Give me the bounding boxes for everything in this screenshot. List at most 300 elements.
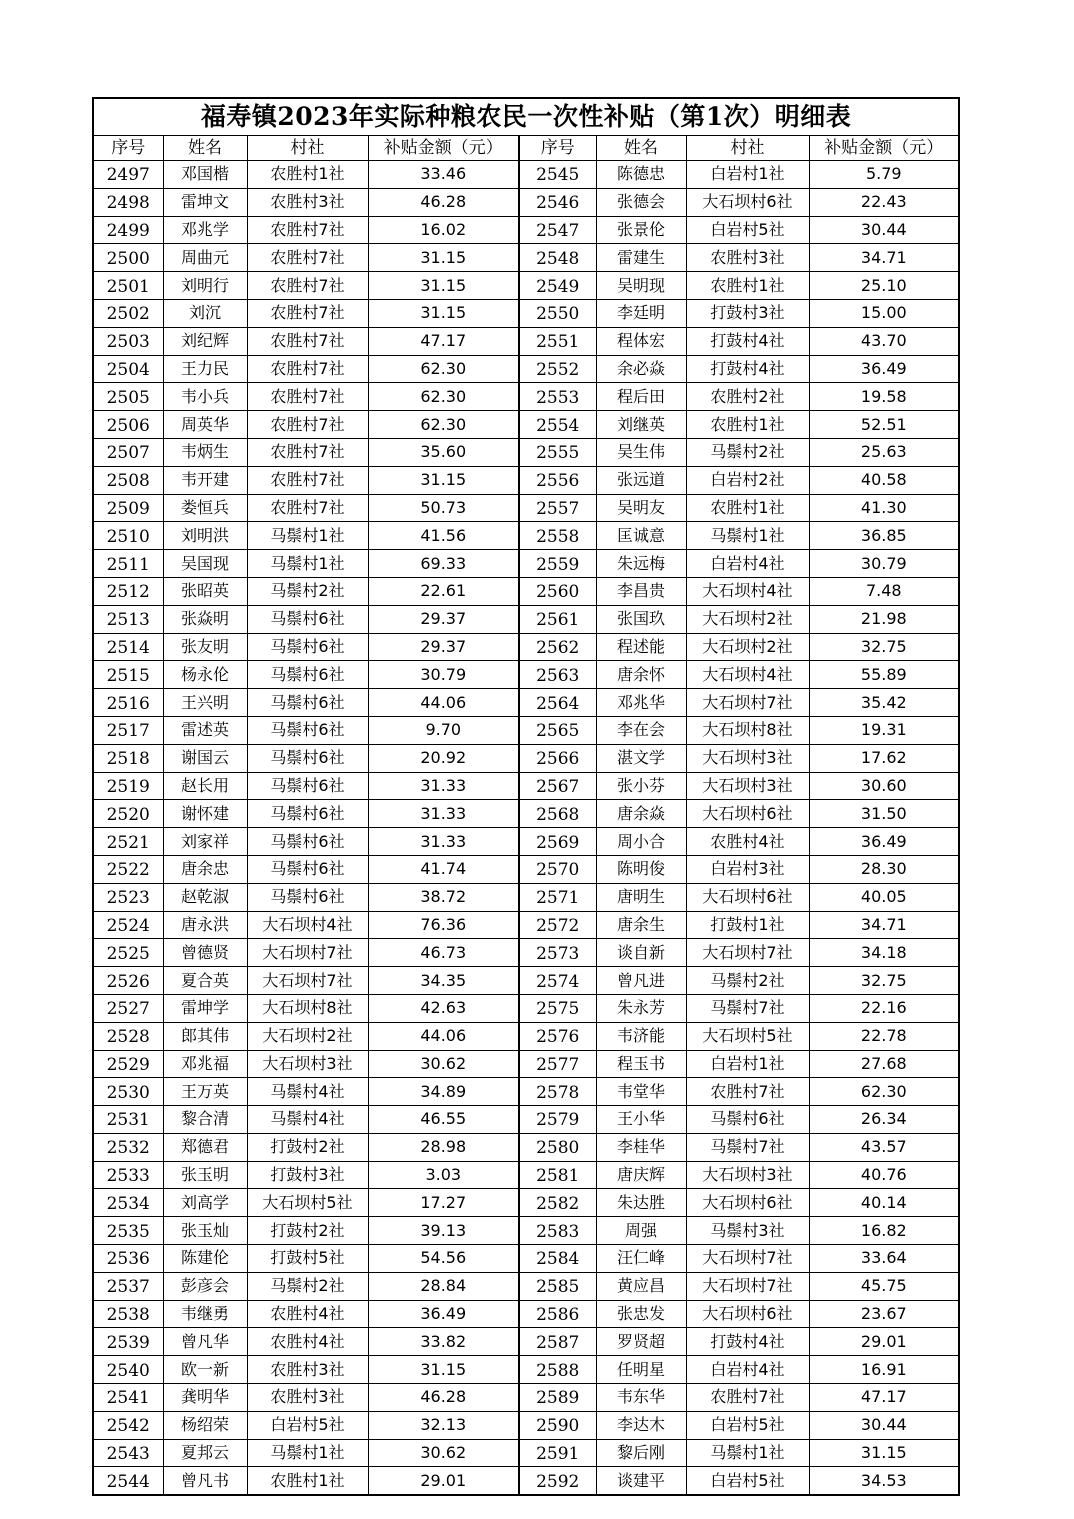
cell-seq-left: 2508 [93,466,163,494]
cell-seq-right: 2563 [519,661,596,689]
cell-village-right: 白岩村3社 [686,855,809,883]
cell-name-right: 唐余生 [596,911,686,939]
cell-name-right: 张远道 [596,466,686,494]
cell-seq-left: 2506 [93,411,163,439]
table-row [93,605,959,633]
cell-seq-left: 2507 [93,438,163,466]
cell-name-left: 张友明 [163,633,247,661]
table-row [93,299,959,327]
cell-name-left: 杨绍荣 [163,1411,247,1439]
cell-village-right: 打鼓村3社 [686,299,809,327]
cell-seq-right: 2576 [519,1022,596,1050]
table-row [93,1356,959,1384]
table-row [93,188,959,216]
cell-village-left: 农胜村7社 [247,272,368,300]
cell-village-right: 马鬃村2社 [686,967,809,995]
table-row [93,883,959,911]
cell-village-left: 马鬃村6社 [247,744,368,772]
cell-seq-left: 2519 [93,772,163,800]
cell-name-right: 程后田 [596,383,686,411]
cell-village-right: 大石坝村3社 [686,772,809,800]
cell-seq-left: 2501 [93,272,163,300]
cell-amount-right: 25.63 [809,438,959,466]
cell-name-left: 王兴明 [163,689,247,717]
cell-amount-left: 3.03 [368,1161,519,1189]
cell-village-left: 农胜村7社 [247,466,368,494]
cell-seq-right: 2548 [519,244,596,272]
cell-name-left: 邓兆学 [163,216,247,244]
cell-name-left: 韦小兵 [163,383,247,411]
cell-village-left: 白岩村5社 [247,1411,368,1439]
cell-village-left: 马鬃村6社 [247,661,368,689]
cell-village-left: 农胜村3社 [247,1384,368,1412]
cell-seq-left: 2513 [93,605,163,633]
cell-amount-left: 31.15 [368,244,519,272]
cell-seq-left: 2514 [93,633,163,661]
cell-seq-left: 2540 [93,1356,163,1384]
header-amount-right: 补贴金额（元） [809,136,959,161]
cell-amount-left: 62.30 [368,355,519,383]
table-row [93,1050,959,1078]
cell-village-left: 农胜村7社 [247,216,368,244]
cell-village-left: 农胜村7社 [247,411,368,439]
cell-name-right: 黄应昌 [596,1272,686,1300]
table-row [93,161,959,189]
cell-name-left: 雷坤文 [163,188,247,216]
cell-seq-right: 2582 [519,1189,596,1217]
cell-amount-left: 34.89 [368,1078,519,1106]
cell-name-right: 周强 [596,1217,686,1245]
cell-village-right: 大石坝村8社 [686,716,809,744]
cell-name-left: 韦炳生 [163,438,247,466]
cell-amount-right: 23.67 [809,1300,959,1328]
table-row [93,1439,959,1467]
cell-name-left: 谢国云 [163,744,247,772]
cell-seq-right: 2586 [519,1300,596,1328]
table-row [93,438,959,466]
cell-village-left: 马鬃村1社 [247,1439,368,1467]
cell-seq-left: 2518 [93,744,163,772]
cell-name-right: 程玉书 [596,1050,686,1078]
cell-name-left: 陈建伦 [163,1245,247,1273]
table-row [93,1467,959,1495]
cell-village-left: 大石坝村3社 [247,1050,368,1078]
cell-name-left: 夏邦云 [163,1439,247,1467]
cell-village-right: 大石坝村4社 [686,661,809,689]
cell-village-left: 马鬃村4社 [247,1078,368,1106]
cell-seq-left: 2502 [93,299,163,327]
cell-amount-right: 29.01 [809,1328,959,1356]
cell-village-left: 农胜村3社 [247,188,368,216]
header-village-right: 村社 [686,136,809,161]
cell-seq-right: 2573 [519,939,596,967]
cell-village-right: 马鬃村6社 [686,1106,809,1134]
cell-name-right: 王小华 [596,1106,686,1134]
cell-name-left: 张玉明 [163,1161,247,1189]
cell-name-right: 邓兆华 [596,689,686,717]
table-row [93,1217,959,1245]
cell-amount-right: 52.51 [809,411,959,439]
cell-village-left: 大石坝村7社 [247,967,368,995]
cell-name-left: 张焱明 [163,605,247,633]
cell-name-right: 汪仁峰 [596,1245,686,1273]
cell-seq-left: 2499 [93,216,163,244]
table-row [93,216,959,244]
cell-village-right: 马鬃村7社 [686,994,809,1022]
cell-amount-left: 46.28 [368,188,519,216]
cell-village-right: 马鬃村1社 [686,1439,809,1467]
header-seq-right: 序号 [519,136,596,161]
cell-village-right: 马鬃村2社 [686,438,809,466]
cell-name-right: 朱远梅 [596,550,686,578]
cell-amount-left: 46.73 [368,939,519,967]
cell-village-left: 农胜村7社 [247,494,368,522]
cell-village-right: 大石坝村6社 [686,1189,809,1217]
table-row [93,522,959,550]
header-village-left: 村社 [247,136,368,161]
cell-name-right: 黎后刚 [596,1439,686,1467]
cell-village-left: 农胜村7社 [247,438,368,466]
cell-seq-right: 2547 [519,216,596,244]
cell-seq-left: 2523 [93,883,163,911]
cell-name-left: 娄恒兵 [163,494,247,522]
cell-name-right: 吴明现 [596,272,686,300]
cell-seq-right: 2565 [519,716,596,744]
table-row [93,577,959,605]
cell-amount-left: 50.73 [368,494,519,522]
cell-amount-left: 30.62 [368,1439,519,1467]
cell-name-right: 罗贤超 [596,1328,686,1356]
cell-seq-right: 2580 [519,1133,596,1161]
table-row [93,1189,959,1217]
title-row [93,98,959,136]
cell-seq-left: 2524 [93,911,163,939]
table-row [93,661,959,689]
cell-village-left: 马鬃村6社 [247,828,368,856]
cell-amount-left: 62.30 [368,383,519,411]
cell-amount-right: 17.62 [809,744,959,772]
cell-village-right: 农胜村1社 [686,272,809,300]
table-row [93,411,959,439]
table-row [93,1078,959,1106]
cell-village-right: 大石坝村5社 [686,1022,809,1050]
cell-name-right: 陈德忠 [596,161,686,189]
cell-seq-left: 2521 [93,828,163,856]
cell-amount-right: 30.44 [809,1411,959,1439]
cell-amount-right: 22.16 [809,994,959,1022]
cell-amount-left: 31.33 [368,800,519,828]
cell-name-left: 王力民 [163,355,247,383]
cell-name-right: 刘继英 [596,411,686,439]
cell-seq-right: 2545 [519,161,596,189]
cell-name-right: 张国玖 [596,605,686,633]
cell-name-left: 龚明华 [163,1384,247,1412]
cell-amount-right: 43.70 [809,327,959,355]
cell-amount-left: 34.35 [368,967,519,995]
cell-village-right: 大石坝村7社 [686,1245,809,1273]
table-row [93,633,959,661]
cell-village-right: 农胜村4社 [686,828,809,856]
table-row [93,327,959,355]
cell-name-right: 唐明生 [596,883,686,911]
cell-name-left: 刘纪辉 [163,327,247,355]
table-row [93,689,959,717]
cell-name-left: 王万英 [163,1078,247,1106]
cell-seq-right: 2559 [519,550,596,578]
cell-seq-right: 2584 [519,1245,596,1273]
table-row [93,550,959,578]
cell-name-left: 曾凡华 [163,1328,247,1356]
cell-village-left: 农胜村7社 [247,383,368,411]
cell-village-left: 大石坝村5社 [247,1189,368,1217]
cell-village-right: 白岩村1社 [686,161,809,189]
cell-amount-left: 31.33 [368,828,519,856]
cell-village-left: 马鬃村6社 [247,855,368,883]
cell-seq-right: 2560 [519,577,596,605]
cell-seq-right: 2561 [519,605,596,633]
cell-amount-left: 62.30 [368,411,519,439]
cell-seq-left: 2528 [93,1022,163,1050]
subsidy-detail-table [92,97,960,1496]
cell-amount-right: 16.82 [809,1217,959,1245]
cell-seq-right: 2554 [519,411,596,439]
table-row [93,967,959,995]
cell-amount-left: 38.72 [368,883,519,911]
cell-name-right: 吴生伟 [596,438,686,466]
cell-seq-right: 2552 [519,355,596,383]
cell-seq-right: 2585 [519,1272,596,1300]
cell-amount-left: 31.15 [368,299,519,327]
cell-village-right: 马鬃村7社 [686,1133,809,1161]
cell-amount-right: 25.10 [809,272,959,300]
cell-seq-right: 2566 [519,744,596,772]
cell-amount-left: 31.15 [368,1356,519,1384]
cell-amount-right: 31.50 [809,800,959,828]
cell-name-right: 李廷明 [596,299,686,327]
table-row [93,855,959,883]
cell-amount-right: 40.76 [809,1161,959,1189]
cell-seq-right: 2546 [519,188,596,216]
cell-amount-right: 62.30 [809,1078,959,1106]
cell-seq-right: 2556 [519,466,596,494]
cell-amount-left: 22.61 [368,577,519,605]
cell-seq-right: 2591 [519,1439,596,1467]
cell-village-right: 白岩村2社 [686,466,809,494]
cell-seq-right: 2549 [519,272,596,300]
cell-name-left: 唐永洪 [163,911,247,939]
cell-amount-right: 16.91 [809,1356,959,1384]
cell-seq-left: 2511 [93,550,163,578]
table-row [93,994,959,1022]
cell-seq-left: 2522 [93,855,163,883]
cell-seq-right: 2557 [519,494,596,522]
cell-village-right: 大石坝村6社 [686,188,809,216]
cell-name-right: 唐余焱 [596,800,686,828]
cell-amount-left: 29.37 [368,605,519,633]
cell-village-left: 农胜村3社 [247,1356,368,1384]
cell-amount-left: 44.06 [368,1022,519,1050]
cell-name-right: 程述能 [596,633,686,661]
cell-amount-right: 35.42 [809,689,959,717]
cell-name-left: 夏合英 [163,967,247,995]
cell-seq-left: 2509 [93,494,163,522]
cell-seq-left: 2530 [93,1078,163,1106]
cell-amount-right: 30.79 [809,550,959,578]
cell-village-left: 农胜村7社 [247,355,368,383]
cell-seq-left: 2520 [93,800,163,828]
cell-village-right: 农胜村1社 [686,411,809,439]
cell-name-left: 吴国现 [163,550,247,578]
header-seq-left: 序号 [93,136,163,161]
table-row [93,939,959,967]
cell-name-right: 韦堂华 [596,1078,686,1106]
cell-amount-right: 40.58 [809,466,959,494]
cell-seq-left: 2510 [93,522,163,550]
cell-name-right: 李桂华 [596,1133,686,1161]
cell-seq-right: 2567 [519,772,596,800]
cell-village-right: 农胜村1社 [686,494,809,522]
cell-amount-right: 28.30 [809,855,959,883]
cell-amount-left: 46.28 [368,1384,519,1412]
cell-amount-left: 76.36 [368,911,519,939]
cell-village-right: 大石坝村2社 [686,605,809,633]
cell-name-right: 张小芬 [596,772,686,800]
table-row [93,1022,959,1050]
cell-seq-left: 2536 [93,1245,163,1273]
cell-seq-right: 2581 [519,1161,596,1189]
cell-seq-left: 2529 [93,1050,163,1078]
cell-village-left: 马鬃村6社 [247,689,368,717]
cell-seq-left: 2543 [93,1439,163,1467]
cell-seq-left: 2498 [93,188,163,216]
cell-village-right: 大石坝村6社 [686,800,809,828]
cell-village-right: 白岩村4社 [686,550,809,578]
cell-amount-right: 40.14 [809,1189,959,1217]
cell-name-left: 刘明行 [163,272,247,300]
cell-name-left: 赵长用 [163,772,247,800]
table-row [93,1245,959,1273]
table-row [93,494,959,522]
cell-seq-right: 2558 [519,522,596,550]
cell-amount-right: 7.48 [809,577,959,605]
cell-name-right: 谈自新 [596,939,686,967]
cell-village-left: 大石坝村2社 [247,1022,368,1050]
cell-village-left: 马鬃村4社 [247,1106,368,1134]
cell-village-left: 打鼓村3社 [247,1161,368,1189]
cell-amount-left: 29.01 [368,1467,519,1495]
table-row [93,1384,959,1412]
cell-village-left: 马鬃村1社 [247,550,368,578]
cell-amount-right: 27.68 [809,1050,959,1078]
cell-name-left: 韦继勇 [163,1300,247,1328]
cell-village-left: 打鼓村2社 [247,1133,368,1161]
cell-amount-left: 47.17 [368,327,519,355]
cell-name-left: 杨永伦 [163,661,247,689]
cell-name-left: 彭彦会 [163,1272,247,1300]
table-row [93,744,959,772]
header-row [93,136,959,161]
table-row [93,1133,959,1161]
cell-seq-left: 2535 [93,1217,163,1245]
cell-amount-left: 31.33 [368,772,519,800]
cell-seq-left: 2497 [93,161,163,189]
table-row [93,1161,959,1189]
cell-name-right: 周小合 [596,828,686,856]
table-row [93,1411,959,1439]
cell-amount-right: 26.34 [809,1106,959,1134]
cell-name-right: 曾凡进 [596,967,686,995]
cell-village-right: 白岩村5社 [686,1467,809,1495]
cell-name-right: 余必焱 [596,355,686,383]
cell-village-left: 农胜村1社 [247,1467,368,1495]
cell-name-left: 黎合清 [163,1106,247,1134]
cell-amount-right: 36.49 [809,828,959,856]
table-row [93,272,959,300]
cell-name-right: 唐庆辉 [596,1161,686,1189]
cell-seq-left: 2516 [93,689,163,717]
table-row [93,1106,959,1134]
cell-amount-right: 33.64 [809,1245,959,1273]
cell-seq-right: 2574 [519,967,596,995]
cell-village-left: 马鬃村1社 [247,522,368,550]
cell-amount-left: 35.60 [368,438,519,466]
cell-name-right: 朱永芳 [596,994,686,1022]
cell-name-left: 刘高学 [163,1189,247,1217]
cell-amount-right: 19.58 [809,383,959,411]
table-row [93,828,959,856]
cell-seq-left: 2532 [93,1133,163,1161]
cell-name-right: 陈明俊 [596,855,686,883]
cell-amount-left: 54.56 [368,1245,519,1273]
cell-amount-left: 30.79 [368,661,519,689]
cell-seq-right: 2589 [519,1384,596,1412]
cell-village-right: 大石坝村7社 [686,1272,809,1300]
cell-seq-right: 2579 [519,1106,596,1134]
cell-village-left: 马鬃村2社 [247,1272,368,1300]
cell-seq-right: 2571 [519,883,596,911]
cell-name-right: 湛文学 [596,744,686,772]
cell-village-left: 大石坝村4社 [247,911,368,939]
cell-name-left: 周英华 [163,411,247,439]
cell-amount-right: 34.71 [809,244,959,272]
cell-amount-right: 55.89 [809,661,959,689]
cell-name-right: 唐余怀 [596,661,686,689]
cell-seq-right: 2592 [519,1467,596,1495]
cell-seq-left: 2537 [93,1272,163,1300]
cell-amount-left: 28.98 [368,1133,519,1161]
table-row [93,383,959,411]
cell-village-left: 农胜村4社 [247,1300,368,1328]
cell-name-right: 韦东华 [596,1384,686,1412]
cell-name-right: 李昌贵 [596,577,686,605]
cell-village-left: 马鬃村2社 [247,577,368,605]
cell-amount-left: 42.63 [368,994,519,1022]
cell-village-right: 白岩村1社 [686,1050,809,1078]
cell-name-left: 雷坤学 [163,994,247,1022]
cell-amount-right: 43.57 [809,1133,959,1161]
table-title: 福寿镇2023年实际种粮农民一次性补贴（第1次）明细表 [93,98,959,136]
cell-amount-right: 32.75 [809,967,959,995]
cell-seq-right: 2553 [519,383,596,411]
cell-amount-right: 34.53 [809,1467,959,1495]
cell-village-right: 打鼓村1社 [686,911,809,939]
cell-amount-right: 34.71 [809,911,959,939]
table-row [93,1272,959,1300]
cell-village-right: 大石坝村3社 [686,1161,809,1189]
header-name-left: 姓名 [163,136,247,161]
cell-name-right: 张德会 [596,188,686,216]
cell-name-left: 邓国楷 [163,161,247,189]
